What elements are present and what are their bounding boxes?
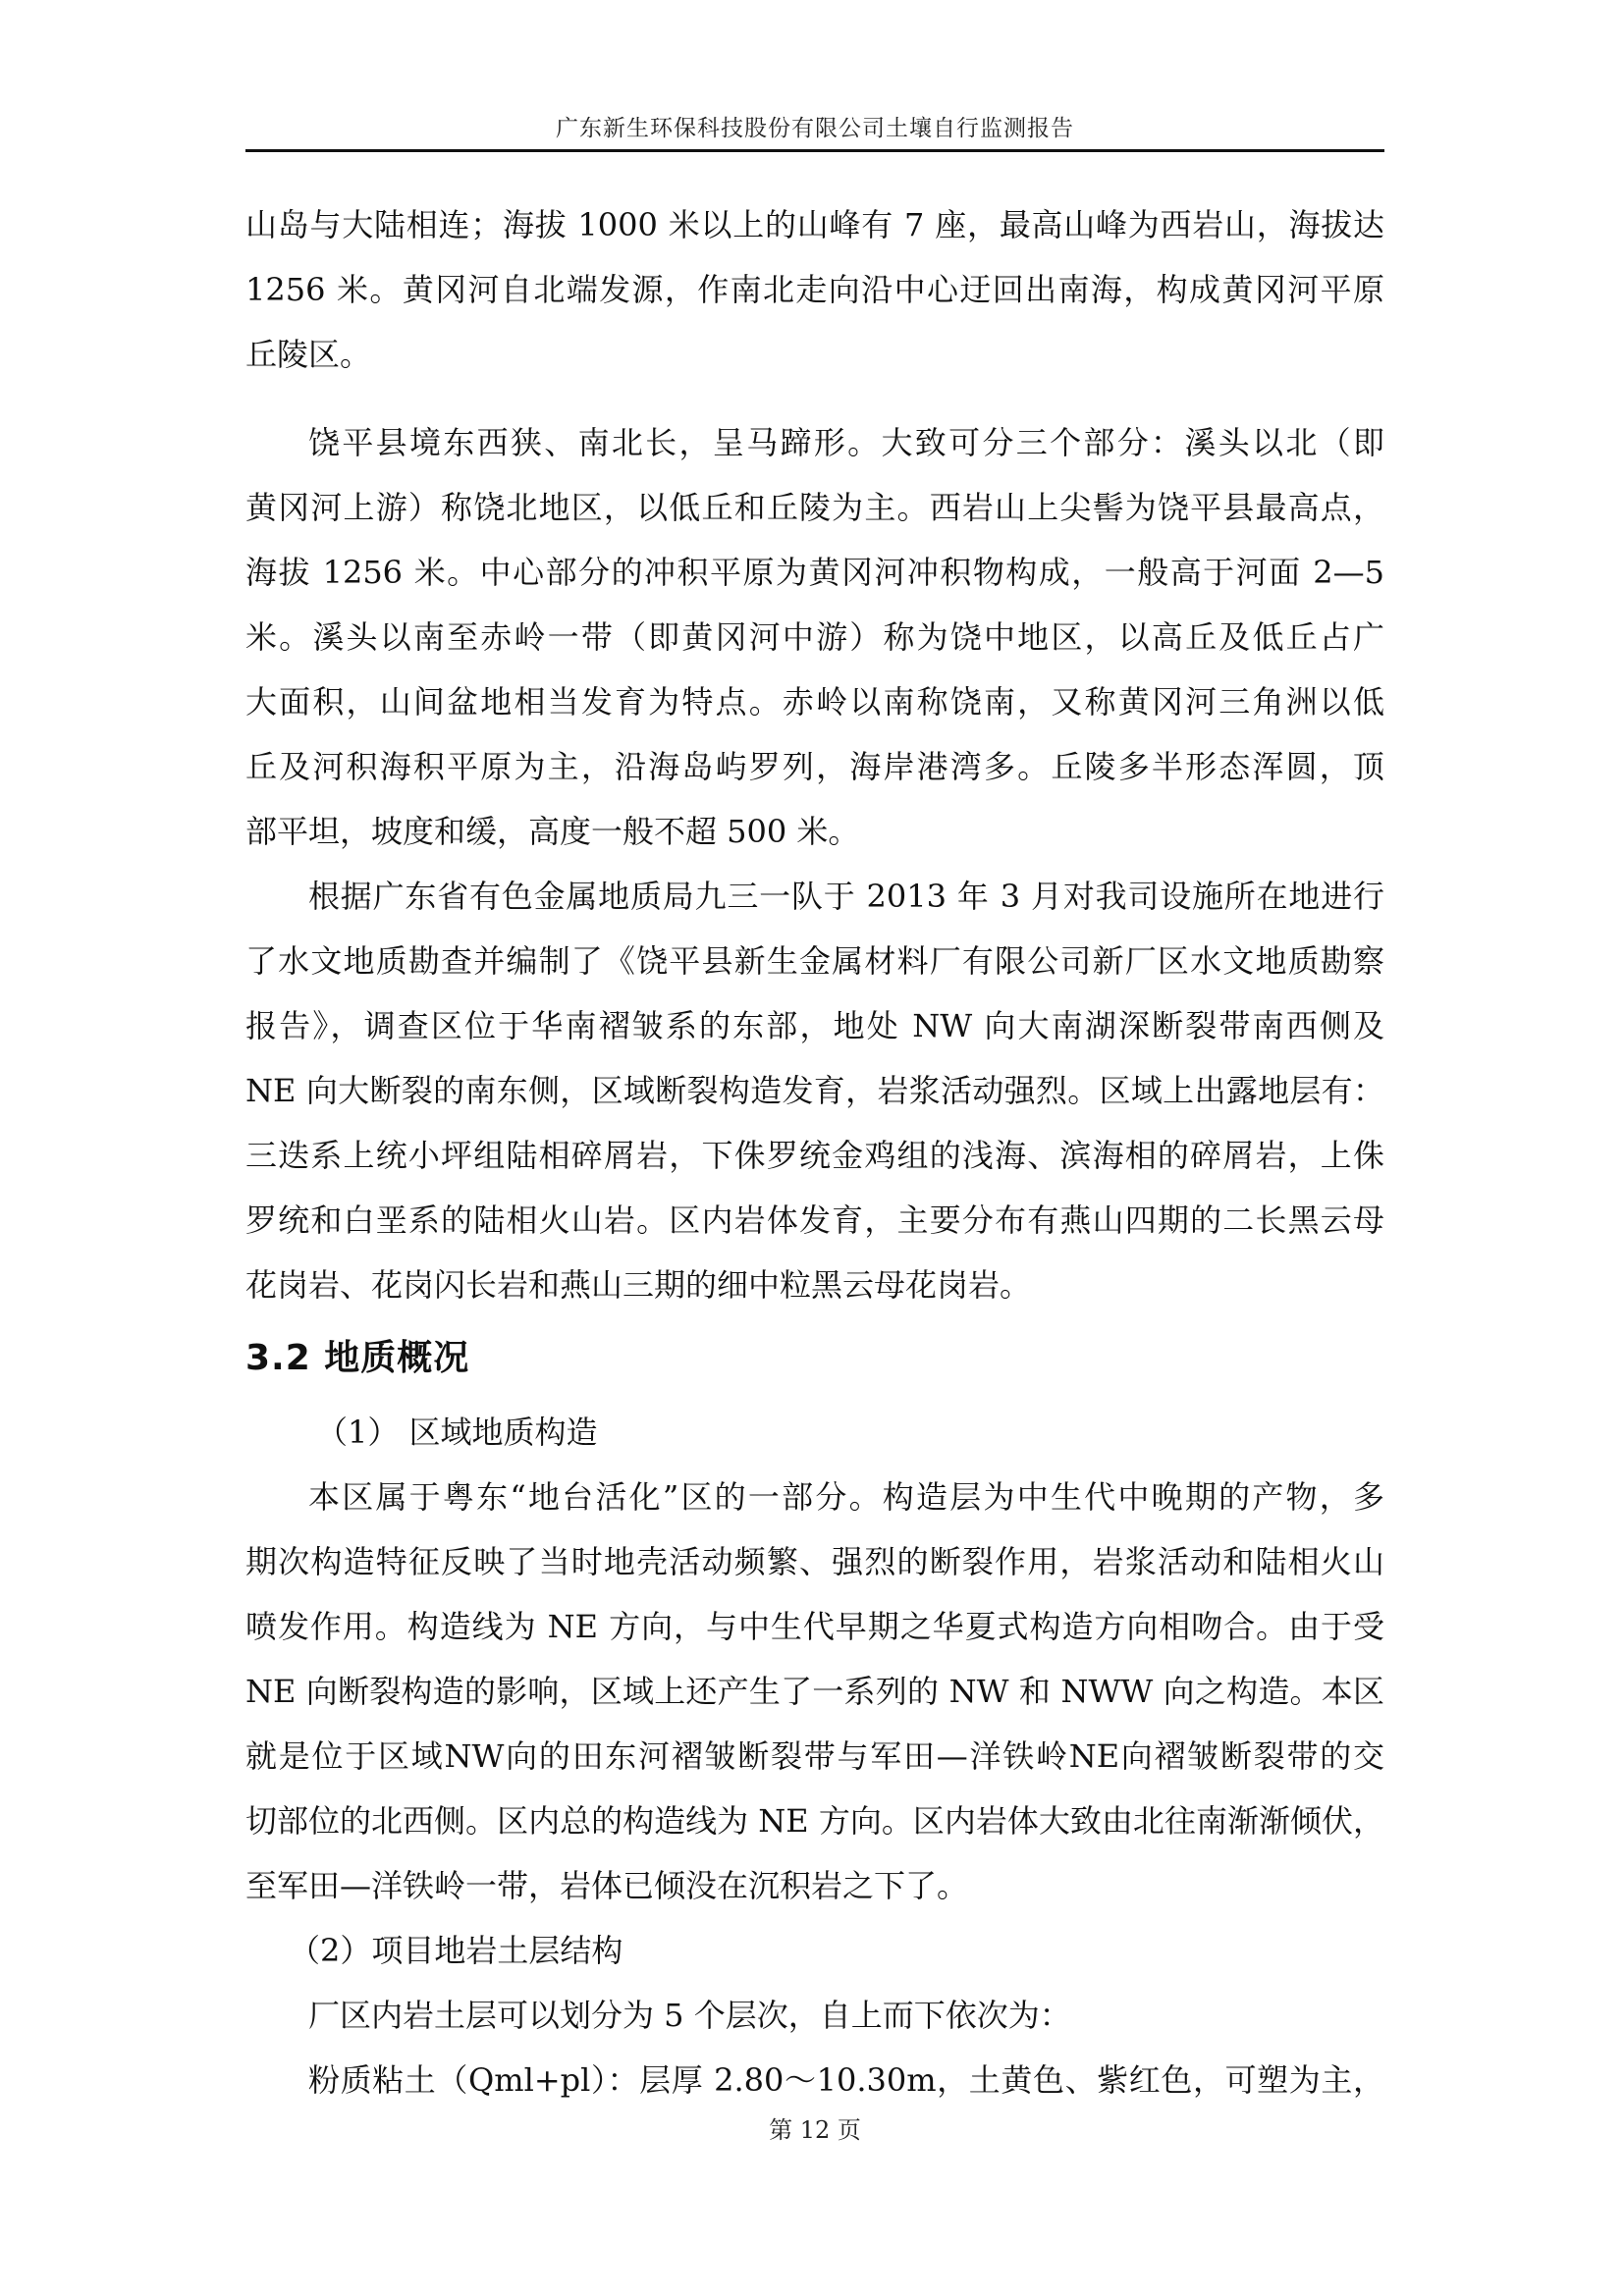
- subsection-title: （2）项目地岩土层结构: [289, 1932, 623, 1969]
- text-line: 1256 米。黄冈河自北端发源，作南北走向沿中心迂回出南海，构成黄冈河平原: [245, 271, 1384, 308]
- text-line: 丘陵区。: [245, 336, 372, 373]
- text-line: 海拔 1256 米。中心部分的冲积平原为黄冈河冲积物构成，一般高于河面 2—5: [245, 554, 1384, 591]
- text-line: NE 向断裂构造的影响，区域上还产生了一系列的 NW 和 NWW 向之构造。本区: [245, 1673, 1384, 1710]
- text-line: NE 向大断裂的南东侧，区域断裂构造发育，岩浆活动强烈。区域上出露地层有：: [245, 1072, 1384, 1109]
- text-line: 粉质粘土（Qml+pl）：层厚 2.80～10.30m，土黄色、紫红色，可塑为主，: [308, 2061, 1384, 2099]
- text-line: 厂区内岩土层可以划分为 5 个层次，自上而下依次为：: [308, 1997, 1071, 2034]
- page-number: 第 12 页: [769, 2116, 861, 2144]
- paragraph-soil-layers: [245, 1983, 1384, 2112]
- paragraph-county-shape: [245, 410, 1384, 864]
- text-line: 报告》，调查区位于华南褶皱系的东部，地处 NW 向大南湖深断裂带南西侧及: [245, 1007, 1384, 1044]
- text-line: 饶平县境东西狭、南北长，呈马蹄形。大致可分三个部分：溪头以北（即: [308, 424, 1384, 461]
- paragraph-regional-structure: [245, 1465, 1384, 1918]
- text-line: 大面积，山间盆地相当发育为特点。赤岭以南称饶南，又称黄冈河三角洲以低: [245, 683, 1384, 721]
- paragraph-gap: [245, 387, 1384, 410]
- text-line: 部平坦，坡度和缓，高度一般不超 500 米。: [245, 813, 860, 850]
- header-title: 广东新生环保科技股份有限公司土壤自行监测报告: [556, 116, 1074, 141]
- text-line: 黄冈河上游）称饶北地区，以低丘和丘陵为主。西岩山上尖髻为饶平县最高点，: [245, 489, 1384, 526]
- text-line: 根据广东省有色金属地质局九三一队于 2013 年 3 月对我司设施所在地进行: [308, 878, 1384, 915]
- text-line: 山岛与大陆相连；海拔 1000 米以上的山峰有 7 座，最高山峰为西岩山，海拔达: [245, 206, 1384, 243]
- text-line: 丘及河积海积平原为主，沿海岛屿罗列，海岸港湾多。丘陵多半形态浑圆，顶: [245, 748, 1384, 785]
- text-line: 至军田—洋铁岭一带，岩体已倾没在沉积岩之下了。: [245, 1867, 969, 1904]
- text-line: 三迭系上统小坪组陆相碎屑岩，下侏罗统金鸡组的浅海、滨海相的碎屑岩，上侏: [245, 1137, 1384, 1174]
- paragraph-terrain-continuation: [245, 192, 1384, 387]
- text-line: 就是位于区域NW向的田东河褶皱断裂带与军田—洋铁岭NE向褶皱断裂带的交: [245, 1737, 1384, 1775]
- text-line: 喷发作用。构造线为 NE 方向，与中生代早期之华夏式构造方向相吻合。由于受: [245, 1608, 1384, 1645]
- text-line: 罗统和白垩系的陆相火山岩。区内岩体发育，主要分布有燕山四期的二长黑云母: [245, 1201, 1384, 1239]
- header-rule: [245, 149, 1384, 152]
- text-line: 了水文地质勘查并编制了《饶平县新生金属材料厂有限公司新厂区水文地质勘察: [245, 942, 1384, 980]
- text-line: 期次构造特征反映了当时地壳活动频繁、强烈的断裂作用，岩浆活动和陆相火山: [245, 1543, 1384, 1580]
- section-heading: 3.2 地质概况: [245, 1338, 470, 1378]
- page-body: [245, 192, 1384, 2112]
- paragraph-hydrogeology: [245, 864, 1384, 1317]
- text-line: 本区属于粤东“地台活化”区的一部分。构造层为中生代中晚期的产物，多: [308, 1478, 1384, 1516]
- text-line: 花岗岩、花岗闪长岩和燕山三期的细中粒黑云母花岗岩。: [245, 1266, 1032, 1304]
- subsection-title: （1） 区域地质构造: [316, 1414, 598, 1451]
- text-line: 切部位的北西侧。区内总的构造线为 NE 方向。区内岩体大致由北往南渐渐倾伏，: [245, 1802, 1384, 1840]
- text-line: 米。溪头以南至赤岭一带（即黄冈河中游）称为饶中地区，以高丘及低丘占广: [245, 618, 1384, 656]
